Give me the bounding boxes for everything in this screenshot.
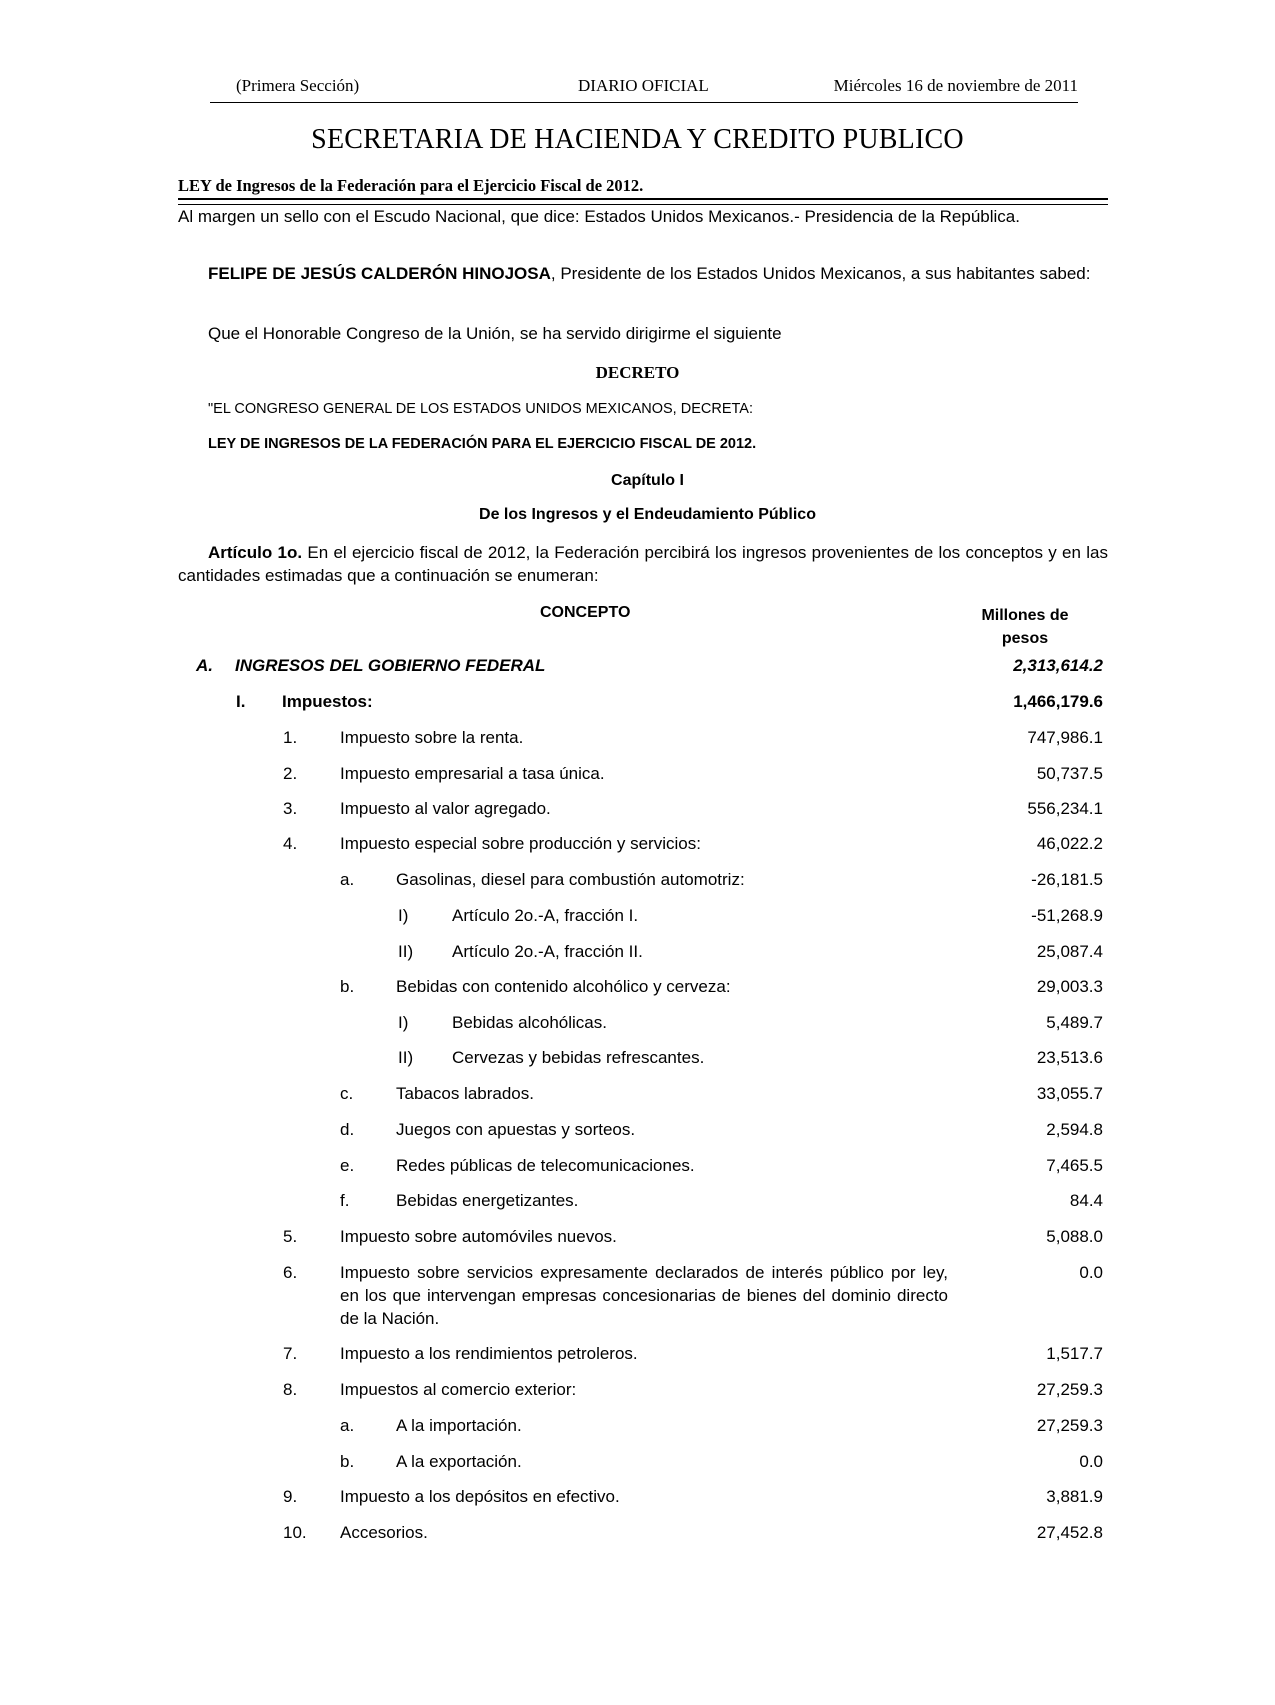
row-concept: Artículo 2o.-A, fracción II. [452, 942, 643, 961]
row-concept: Impuesto sobre servicios expresamente declarados de interés público por ley, en los que intervengan empresas concesionarias de bienes del dominio directo de la Nación. [340, 1263, 948, 1328]
row-amount: 23,513.6 [1036, 1048, 1103, 1067]
row-label: b. [340, 1452, 355, 1471]
header-rule [210, 102, 1078, 103]
row-label: 4. [283, 834, 298, 853]
row-label: e. [340, 1156, 355, 1175]
section-title: SECRETARIA DE HACIENDA Y CREDITO PUBLICO [311, 124, 964, 155]
row-concept: Artículo 2o.-A, fracción I. [452, 906, 639, 925]
row-concept: Bebidas energetizantes. [396, 1191, 579, 1210]
row-label: a. [340, 870, 355, 889]
page-header [210, 76, 1078, 100]
row-amount: 25,087.4 [1036, 942, 1103, 961]
header-publication: DIARIO OFICIAL [578, 76, 709, 95]
row-amount: -26,181.5 [1031, 870, 1103, 889]
row-amount: 2,313,614.2 [1013, 656, 1103, 675]
row-amount: 1,466,179.6 [1013, 692, 1103, 711]
row-concept: A la importación. [396, 1416, 522, 1435]
row-amount: 27,259.3 [1036, 1416, 1103, 1435]
row-label: c. [340, 1084, 354, 1103]
row-amount: 46,022.2 [1036, 834, 1103, 853]
row-amount: 747,986.1 [1027, 728, 1103, 747]
row-amount: 50,737.5 [1036, 764, 1103, 783]
capitulo-heading: Capítulo I [611, 472, 684, 489]
row-label: f. [340, 1191, 350, 1210]
title-double-rule [178, 198, 1108, 205]
president-paragraph [178, 262, 1108, 285]
row-amount: 3,881.9 [1046, 1487, 1103, 1506]
row-concept: Impuesto sobre automóviles nuevos. [340, 1227, 617, 1246]
capitulo-subheading: De los Ingresos y el Endeudamiento Público [479, 506, 816, 523]
row-label: 9. [283, 1487, 298, 1506]
congreso-paragraph: Que el Honorable Congreso de la Unión, se ha servido dirigirme el siguiente [208, 324, 782, 343]
row-amount: 84.4 [1069, 1191, 1103, 1210]
row-label: 3. [283, 799, 298, 818]
row-amount: -51,268.9 [1031, 906, 1103, 925]
row-concept: A la exportación. [396, 1452, 522, 1471]
row-concept: Redes públicas de telecomunicaciones. [396, 1156, 695, 1175]
row-label: 10. [283, 1523, 307, 1542]
row-amount: 27,259.3 [1036, 1380, 1103, 1399]
decreto-heading: DECRETO [595, 363, 680, 382]
congreso-decreta: "EL CONGRESO GENERAL DE LOS ESTADOS UNIDOS MEXICANOS, DECRETA: [208, 401, 753, 417]
row-amount: 29,003.3 [1036, 977, 1103, 996]
row-concept: Tabacos labrados. [396, 1084, 534, 1103]
row-amount: 5,088.0 [1046, 1227, 1103, 1246]
president-text: , Presidente de los Estados Unidos Mexicanos, a sus habitantes sabed: [550, 264, 1091, 283]
row-label: b. [340, 977, 355, 996]
ley-title: LEY de Ingresos de la Federación para el Ejercicio Fiscal de 2012. [178, 176, 644, 195]
row-concept: Impuestos al comercio exterior: [340, 1380, 577, 1399]
row-concept: Impuesto a los rendimientos petroleros. [340, 1344, 638, 1363]
row-amount: 0.0 [1079, 1263, 1103, 1282]
row-concept: Bebidas con contenido alcohólico y cerveza: [396, 977, 731, 996]
row-concept: Impuesto especial sobre producción y servicios: [340, 834, 701, 853]
row-concept: INGRESOS DEL GOBIERNO FEDERAL [235, 656, 546, 675]
row-concept: Impuesto a los depósitos en efectivo. [340, 1487, 620, 1506]
row-amount: 556,234.1 [1027, 799, 1103, 818]
header-section: (Primera Sección) [236, 76, 360, 95]
row-concept: Impuesto empresarial a tasa única. [340, 764, 605, 783]
row-label: 7. [283, 1344, 298, 1363]
row-concept: Juegos con apuestas y sorteos. [396, 1120, 636, 1139]
row-label: a. [340, 1416, 355, 1435]
row-label: I) [398, 1013, 409, 1032]
column-header-concepto: CONCEPTO [540, 604, 631, 621]
articulo-label: Artículo 1o. [208, 543, 303, 562]
row-concept: Impuesto al valor agregado. [340, 799, 551, 818]
row-amount: 5,489.7 [1046, 1013, 1103, 1032]
row-concept: Impuesto sobre la renta. [340, 728, 524, 747]
row-label: II) [398, 1048, 414, 1067]
president-name: FELIPE DE JESÚS CALDERÓN HINOJOSA [208, 264, 551, 283]
row-label: 1. [283, 728, 298, 747]
articulo-paragraph [178, 541, 1108, 587]
row-concept: Bebidas alcohólicas. [452, 1013, 607, 1032]
row-label: 5. [283, 1227, 298, 1246]
row-amount: 7,465.5 [1046, 1156, 1103, 1175]
row-concept: Accesorios. [340, 1523, 428, 1542]
row-amount: 33,055.7 [1036, 1084, 1103, 1103]
column-header-millones [970, 604, 1080, 650]
column-header-millones-line1: Millones de [981, 607, 1069, 624]
header-date: Miércoles 16 de noviembre de 2011 [833, 76, 1078, 95]
column-header-millones-line2: pesos [1001, 630, 1049, 647]
articulo-text: En el ejercicio fiscal de 2012, la Federación percibirá los ingresos provenientes de los conceptos y en las cantidades estimadas que a continuación se enumeran: [178, 543, 1108, 585]
row-label: 6. [283, 1263, 298, 1282]
ley-caps-title: LEY DE INGRESOS DE LA FEDERACIÓN PARA EL EJERCICIO FISCAL DE 2012. [208, 436, 757, 452]
row-label: II) [398, 942, 414, 961]
row-concept: Impuestos: [282, 692, 373, 711]
row-label: d. [340, 1120, 355, 1139]
row-label: I) [398, 906, 409, 925]
row-amount: 1,517.7 [1046, 1344, 1103, 1363]
row-concept: Cervezas y bebidas refrescantes. [452, 1048, 705, 1067]
row-label: I. [236, 692, 246, 711]
row-amount: 2,594.8 [1046, 1120, 1103, 1139]
row-concept: Gasolinas, diesel para combustión automotriz: [396, 870, 745, 889]
row-amount: 0.0 [1079, 1452, 1103, 1471]
margen-paragraph: Al margen un sello con el Escudo Nacional, que dice: Estados Unidos Mexicanos.- Presidencia de la República. [178, 207, 1020, 226]
row-label: 8. [283, 1380, 298, 1399]
row-amount: 27,452.8 [1036, 1523, 1103, 1542]
row-label: 2. [283, 764, 298, 783]
row-label: A. [196, 656, 213, 675]
